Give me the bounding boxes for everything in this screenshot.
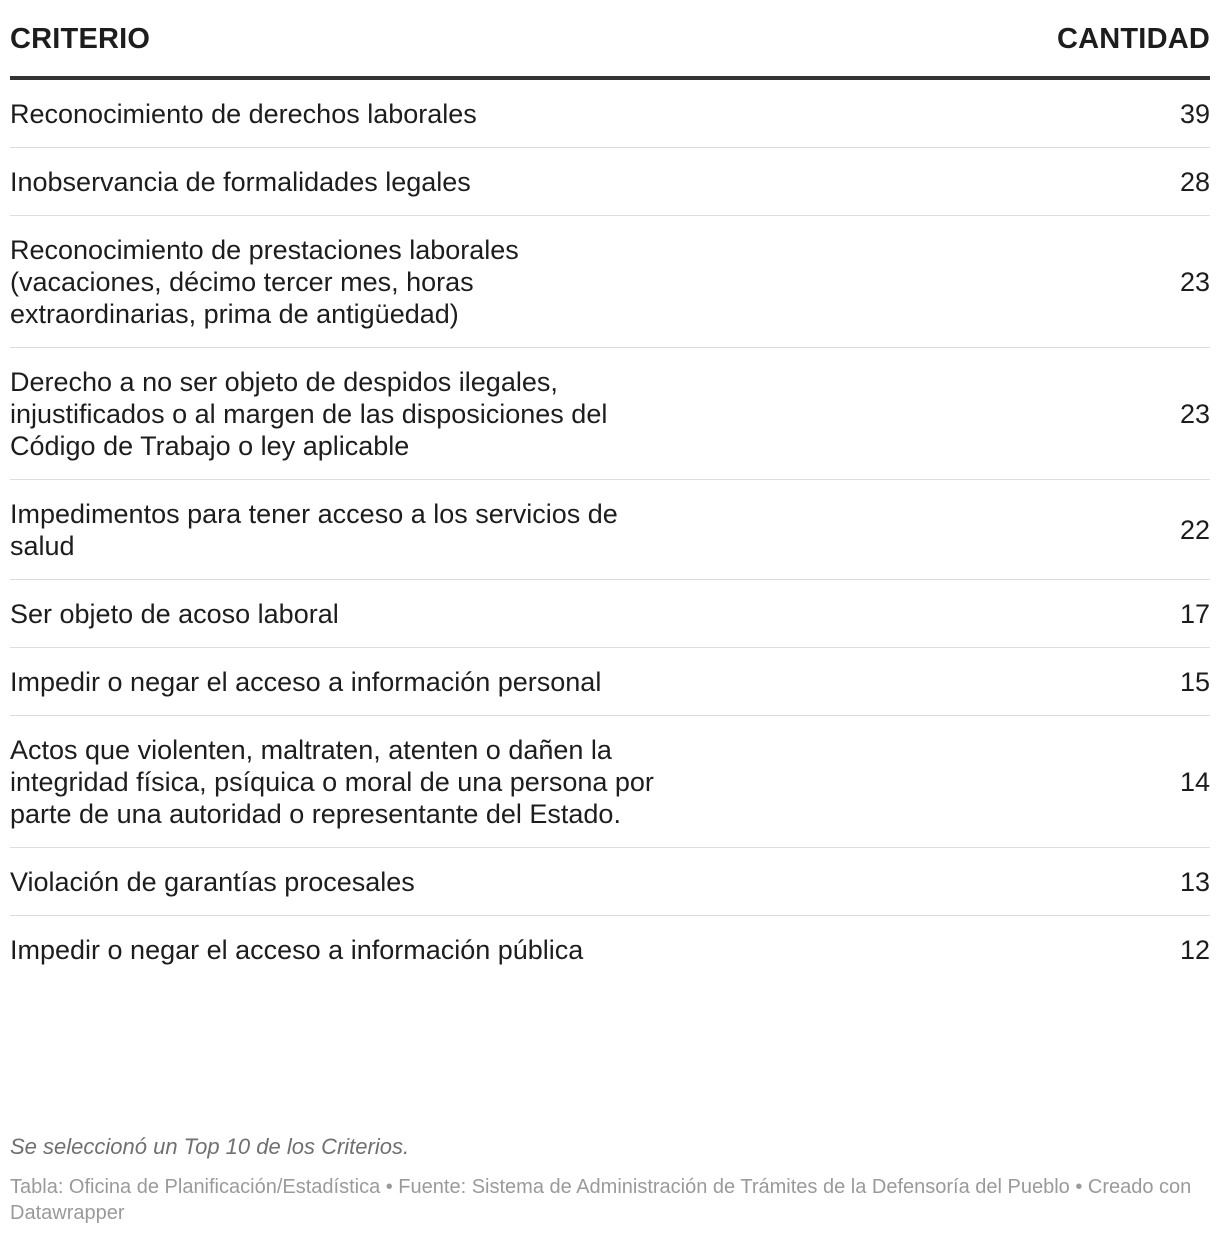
cell-criterio: Ser objeto de acoso laboral	[10, 599, 339, 629]
table-row	[10, 480, 1210, 580]
cell-criterio: Inobservancia de formalidades legales	[10, 167, 471, 197]
cell-cantidad: 23	[1179, 267, 1210, 297]
cell-cantidad: 14	[1179, 767, 1210, 797]
cell-cantidad: 22	[1179, 515, 1210, 545]
table-row	[10, 348, 1210, 480]
table-row	[10, 716, 1210, 848]
cell-cantidad: 15	[1179, 667, 1210, 697]
cell-cantidad: 39	[1179, 99, 1210, 129]
table-row	[10, 148, 1210, 216]
cell-cantidad: 23	[1179, 399, 1210, 429]
cell-criterio: Violación de garantías procesales	[10, 867, 415, 897]
cell-cantidad: 13	[1179, 867, 1210, 897]
cell-cantidad: 12	[1179, 935, 1210, 965]
table-row	[10, 648, 1210, 716]
cell-criterio: Reconocimiento de derechos laborales	[10, 99, 477, 129]
cell-cantidad: 17	[1179, 599, 1210, 629]
cell-criterio: Reconocimiento de prestaciones laborales (vacaciones, décimo tercer mes, horas extraordinarias, prima de antigüedad)	[10, 235, 519, 329]
cell-criterio: Impedir o negar el acceso a información pública	[10, 935, 584, 965]
cell-criterio: Impedimentos para tener acceso a los servicios de salud	[10, 499, 618, 561]
data-table	[10, 0, 1210, 983]
column-header-cantidad[interactable]: CANTIDAD	[1056, 23, 1210, 55]
cell-criterio: Derecho a no ser objeto de despidos ilegales, injustificados o al margen de las disposiciones del Código de Trabajo o ley aplicable	[10, 367, 608, 461]
cell-criterio: Actos que violenten, maltraten, atenten o dañen la integridad física, psíquica o moral de una persona por parte de una autoridad o representante del Estado.	[10, 735, 654, 829]
table-body	[10, 80, 1210, 983]
column-header-criterio[interactable]: CRITERIO	[10, 23, 151, 55]
cell-criterio: Impedir o negar el acceso a información personal	[10, 667, 602, 697]
table-footer: Tabla: Oficina de Planificación/Estadística • Fuente: Sistema de Administración de Trámites de la Defensoría del Pueblo • Creado con Datawrapper	[10, 1176, 1192, 1224]
table-header	[10, 0, 1210, 80]
table-notes: Se seleccionó un Top 10 de los Criterios.	[10, 1134, 410, 1159]
table-row	[10, 916, 1210, 983]
table-row	[10, 80, 1210, 148]
cell-cantidad: 28	[1179, 167, 1210, 197]
table-row	[10, 848, 1210, 916]
table-row	[10, 580, 1210, 648]
table-row	[10, 216, 1210, 348]
